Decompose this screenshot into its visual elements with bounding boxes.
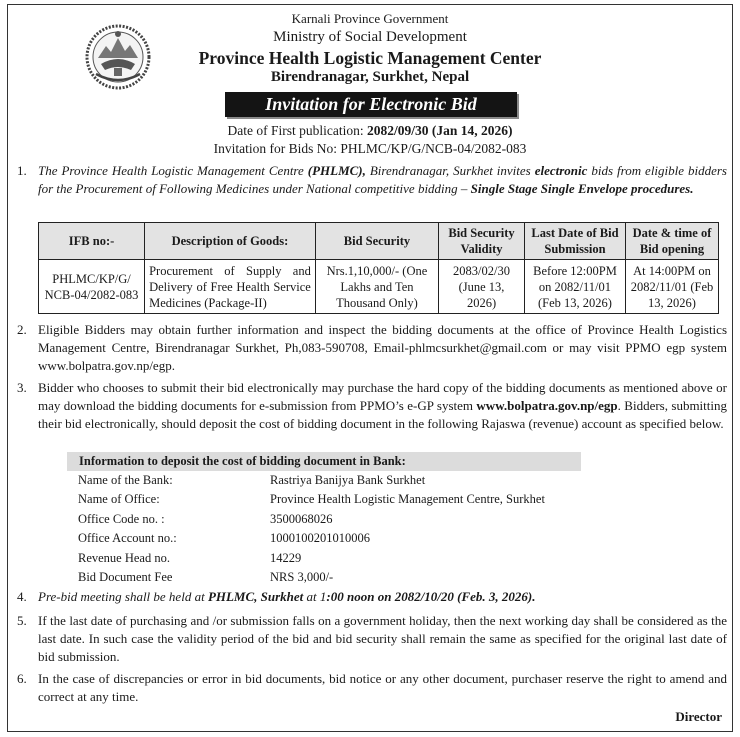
page-title: Invitation for Electronic Bid: [265, 94, 477, 114]
title-banner: [225, 92, 517, 117]
list-item: Office Code no. : 3500068026: [78, 511, 333, 526]
cell-last-date: Before 12:00PM on 2082/11/01 (Feb 13, 2026): [524, 260, 625, 314]
center-name: Province Health Logistic Management Center: [198, 48, 542, 68]
list-item: Bid Document Fee NRS 3,000/-: [78, 569, 334, 584]
list-item: Name of the Bank: Rastriya Banijya Bank Surkhet: [78, 473, 426, 487]
paragraph-3: 3. Bidder who chooses to submit their bid electronically may purchase the hard copy of the bidding documents as mentioned above or may download the bidding documents for e-submission from PPMO’s e-GP system www.bolpatra.gov.np/egp. Bidders, submitting their bid electronically, should deposit the cost of bidding document in the following Rajaswa (revenue) account as specified below.: [17, 380, 728, 431]
first-publication-date: Date of First publication: 2082/09/30 (Jan 14, 2026): [227, 123, 513, 138]
col-ifb: IFB no:-: [39, 223, 145, 260]
paragraph-6: 6. In the case of discrepancies or error in bid documents, bid notice or any other document, purchaser reserve the right to amend and correct at any time.: [17, 671, 727, 704]
col-opening: Date & time of Bid opening: [626, 223, 719, 260]
ministry-name: Ministry of Social Development: [273, 29, 467, 45]
cell-description: Procurement of Supply and Delivery of Free Health Service Medicines (Package-II): [145, 260, 316, 314]
col-last-date: Last Date of Bid Submission: [524, 223, 625, 260]
list-item: Office Account no.: 1000100201010006: [78, 531, 370, 546]
paragraph-1: 1. The Province Health Logistic Management Centre (PHLMC), Birendranagar, Surkhet invites electronic bids from eligible bidders for the Procurement of Following Medicines under National competitive bidding – Single Stage Single Envelope procedures.: [17, 163, 727, 196]
bid-table: [38, 222, 719, 314]
list-item: Revenue Head no. 14229: [78, 550, 302, 565]
paragraph-2: 2. Eligible Bidders may obtain further information and inspect the bidding documents at the office of Province Health Logistics Management Centre, Birendranagar Surkhet, Ph,083-590708, Email-phlmcsurkhet@gmail.com or may visit PPMO egp system www.bolpatra.gov.np/egp.: [17, 322, 727, 373]
bank-info-heading: Information to deposit the cost of bidding document in Bank:: [67, 452, 581, 471]
list-item: Name of Office: Province Health Logistic Management Centre, Surkhet: [78, 492, 545, 507]
col-description: Description of Goods:: [145, 223, 316, 260]
table-header-row: [39, 223, 719, 260]
cell-opening: At 14:00PM on 2082/11/01 (Feb 13, 2026): [626, 260, 719, 314]
cell-validity: 2083/02/30 (June 13, 2026): [439, 260, 525, 314]
table-row: [39, 260, 719, 314]
col-bid-security: Bid Security: [315, 223, 438, 260]
paragraph-4: 4. Pre-bid meeting shall be held at PHLMC, Surkhet at 1:00 noon on 2082/10/20 (Feb. 3, 2026).: [17, 589, 536, 604]
bank-info-block: [67, 452, 581, 587]
col-validity: Bid Security Validity: [439, 223, 525, 260]
cell-ifb: PHLMC/KP/G/ NCB-04/2082-083: [39, 260, 145, 314]
paragraph-5: 5. If the last date of purchasing and /or submission falls on a government holiday, then the next working day shall be considered as the last date. In such case the validity period of the bid and bid security shall remain the same as specified for the original last date of bid submission.: [17, 613, 727, 664]
cell-security: Nrs.1,10,000/- (One Lakhs and Ten Thousand Only): [315, 260, 438, 314]
ifb-number: Invitation for Bids No: PHLMC/KP/G/NCB-04/2082-083: [213, 141, 527, 156]
center-location: Birendranagar, Surkhet, Nepal: [270, 69, 470, 85]
signature-director: Director: [675, 709, 722, 724]
government-name: Karnali Province Government: [291, 11, 449, 26]
